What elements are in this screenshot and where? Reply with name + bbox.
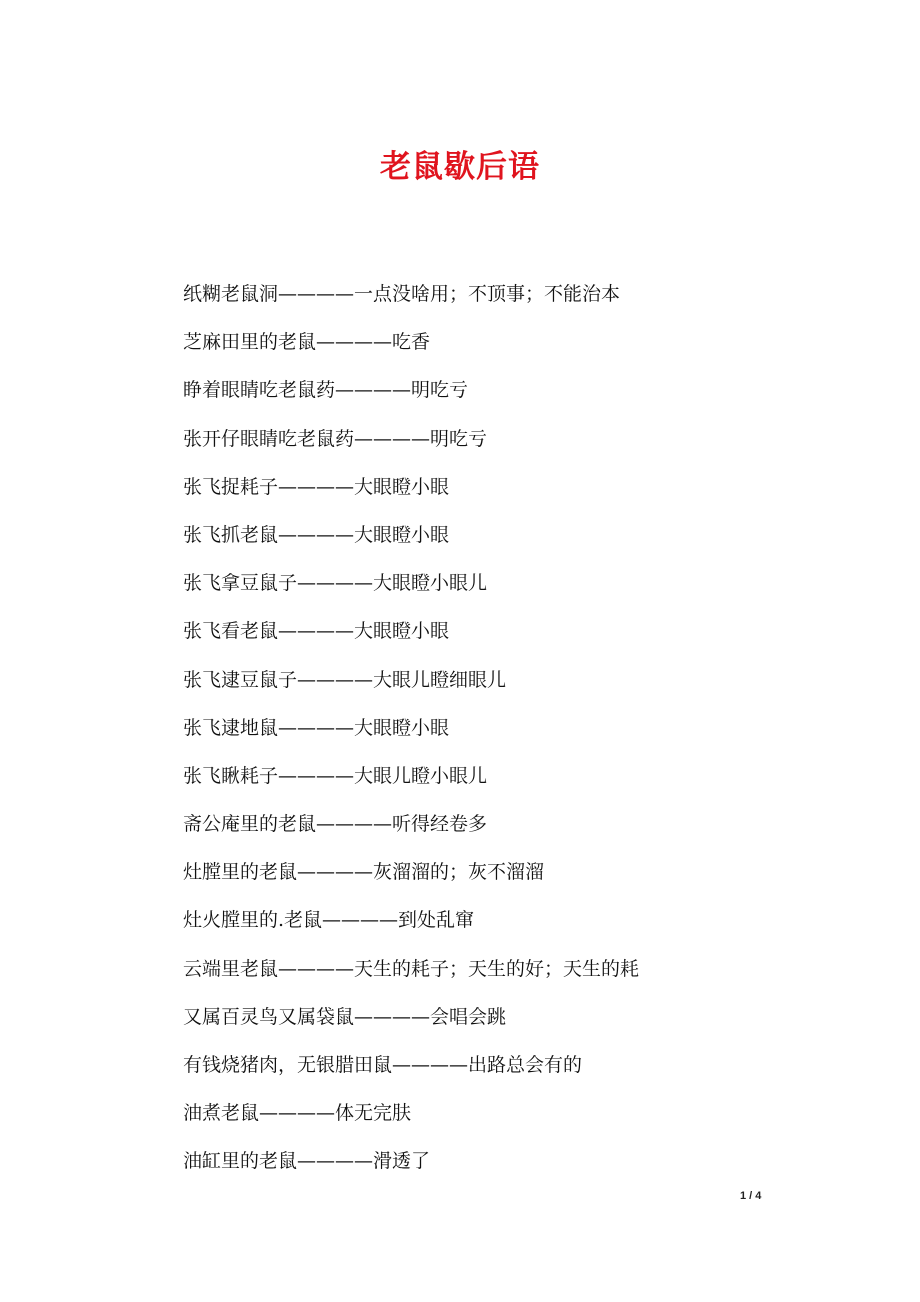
list-item: 云端里老鼠————天生的耗子；天生的好；天生的耗 — [183, 957, 640, 980]
list-item: 张飞抓老鼠————大眼瞪小眼 — [183, 523, 450, 546]
list-item: 张开仔眼睛吃老鼠药————明吃亏 — [183, 427, 488, 450]
list-item: 张飞捉耗子————大眼瞪小眼 — [183, 475, 450, 498]
list-item: 张飞瞅耗子————大眼儿瞪小眼儿 — [183, 764, 488, 787]
entry-list — [183, 272, 803, 1188]
list-item: 张飞逮地鼠————大眼瞪小眼 — [183, 716, 450, 739]
list-item: 张飞看老鼠————大眼瞪小眼 — [183, 620, 450, 643]
list-item: 睁着眼睛吃老鼠药————明吃亏 — [183, 379, 469, 402]
list-item: 灶膛里的老鼠————灰溜溜的；灰不溜溜 — [183, 861, 545, 884]
list-item: 张飞拿豆鼠子————大眼瞪小眼儿 — [183, 572, 488, 595]
list-item: 斋公庵里的老鼠————听得经卷多 — [183, 813, 488, 836]
page-title: 老鼠歇后语 — [380, 149, 540, 185]
page-number: 1 / 4 — [740, 1190, 762, 1202]
list-item: 灶火膛里的.老鼠————到处乱窜 — [183, 909, 475, 932]
list-item: 油缸里的老鼠————滑透了 — [183, 1150, 431, 1173]
list-item: 又属百灵鸟又属袋鼠————会唱会跳 — [183, 1005, 507, 1028]
list-item: 纸糊老鼠洞————一点没啥用；不顶事；不能治本 — [183, 283, 621, 305]
list-item: 芝麻田里的老鼠————吃香 — [183, 331, 431, 354]
list-item: 张飞逮豆鼠子————大眼儿瞪细眼儿 — [183, 668, 507, 691]
list-item: 有钱烧猪肉，无银腊田鼠————出路总会有的 — [183, 1054, 583, 1076]
list-item: 油煮老鼠————体无完肤 — [183, 1102, 412, 1125]
